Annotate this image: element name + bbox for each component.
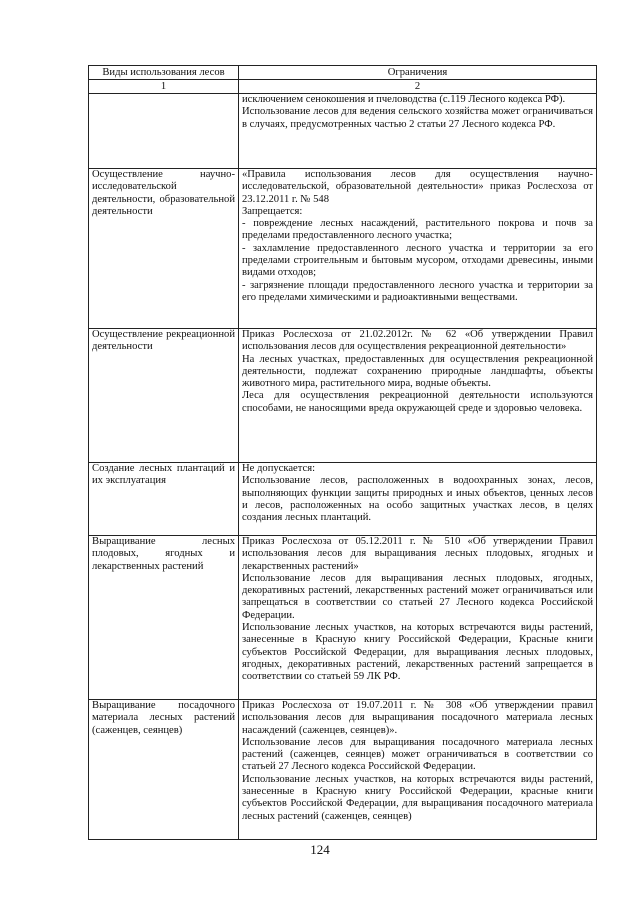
restrictions-cell xyxy=(239,463,597,536)
column-header-forest-use: Виды использования лесов xyxy=(89,66,239,80)
restriction-paragraph: Не допускается: xyxy=(242,463,316,474)
restriction-paragraph: Приказ Рослесхоза от 21.02.2012г. № 62 «Об утверждении Правил использования лесов для осуществления рекреационной деятельности» xyxy=(242,329,593,353)
forest-use-cell: Осуществление научно-исследовательской деятельности, образовательной деятельности xyxy=(89,169,239,329)
restriction-paragraph: Леса для осуществления рекреационной деятельности используются способами, не наносящими вреда окружающей среде и здоровью человека. xyxy=(242,390,593,414)
restriction-paragraph: «Правила использования лесов для осуществления научно-исследовательской, образовательной деятельности» приказ Рослесхоза от 23.12.2011 г. № 548 xyxy=(242,169,593,205)
restrictions-cell xyxy=(239,329,597,463)
page-number: 124 xyxy=(310,842,330,857)
restrictions-cell xyxy=(239,94,597,169)
table-number-row xyxy=(89,80,597,94)
table-row xyxy=(89,536,597,700)
table-header-row xyxy=(89,66,597,80)
column-number-2: 2 xyxy=(239,80,597,94)
restriction-paragraph: Использование лесных участков, на которых встречаются виды растений, занесенные в Красную книгу Российской Федерации, красные книги субъектов Российской Федерации, для выращивания посадочного материала лесных растений (саженцев, сеянцев) xyxy=(242,773,593,822)
restriction-paragraph: - повреждение лесных насаждений, растительного покрова и почв за пределами предоставленного лесного участка; xyxy=(242,218,593,242)
table-row xyxy=(89,94,597,169)
table-row xyxy=(89,329,597,463)
forest-use-restrictions-table xyxy=(88,65,597,840)
restriction-paragraph: Запрещается: xyxy=(242,205,303,217)
forest-use-cell: Осуществление рекреационной деятельности xyxy=(89,329,239,463)
restriction-paragraph: - загрязнение площади предоставленного лесного участка и территории за его пределами химическими и радиоактивными веществами. xyxy=(242,279,593,303)
restriction-paragraph: Использование лесов, расположенных в водоохранных зонах, лесов, выполняющих функции защиты природных и иных объектов, ценных лесов и лесов, расположенных на особо защитных участках лесов, в целях создания лесных плантаций. xyxy=(242,475,593,524)
forest-use-cell xyxy=(89,94,239,169)
table-row xyxy=(89,463,597,536)
restriction-paragraph: Приказ Рослесхоза от 05.12.2011 г. № 510 «Об утверждении Правил использования лесов для выращивания лесных плодовых, ягодных и лекарственных растений» xyxy=(242,536,593,572)
restriction-paragraph: Использование лесов для ведения сельского хозяйства может ограничиваться в случаях, предусмотренных частью 2 статьи 27 Лесного кодекса РФ. xyxy=(242,106,593,130)
restriction-paragraph: Приказ Рослесхоза от 19.07.2011 г. № 308 «Об утверждении правил использования лесов для выращивания посадочного материала лесных насаждений (саженцев, сеянцев)». xyxy=(242,700,593,736)
restrictions-cell xyxy=(239,169,597,329)
forest-use-cell: Создание лесных плантаций и их эксплуатация xyxy=(89,463,239,536)
table-row xyxy=(89,700,597,840)
column-number-1: 1 xyxy=(89,80,239,94)
restriction-paragraph: исключением сенокошения и пчеловодства (с.119 Лесного кодекса РФ). xyxy=(242,94,566,105)
column-header-restrictions: Ограничения xyxy=(239,66,597,80)
forest-use-cell: Выращивание лесных плодовых, ягодных и лекарственных растений xyxy=(89,536,239,700)
restriction-paragraph: Использование лесных участков, на которых встречаются виды растений, занесенные в Красную книгу Российской Федерации, Красные книги субъектов Российской Федерации, для выращивания лесных плодовых, ягодных, декоративных растений, лекарственных растений запрещается в соответствии со статьей 59 ЛК РФ. xyxy=(242,622,593,683)
restriction-paragraph: - захламление предоставленного лесного участка и территории за его пределами строительным и бытовым мусором, отходами древесины, иными видами отходов; xyxy=(242,242,593,279)
restriction-paragraph: На лесных участках, предоставленных для осуществления рекреационной деятельности, подлежат сохранению природные ландшафты, объекты животного мира, растительного мира, водные объекты. xyxy=(242,353,593,390)
forest-use-cell: Выращивание посадочного материала лесных растений (саженцев, сеянцев) xyxy=(89,700,239,840)
restrictions-cell xyxy=(239,700,597,840)
restriction-paragraph: Использование лесов для выращивания посадочного материала лесных растений (саженцев, сеянцев) может ограничиваться в соответствии со статьей 27 Лесного кодекса Российской Федерации. xyxy=(242,736,593,773)
restrictions-cell xyxy=(239,536,597,700)
table-row xyxy=(89,169,597,329)
restriction-paragraph: Использование лесов для выращивания лесных плодовых, ягодных, декоративных растений, лекарственных растений может ограничиваться или запрещаться в соответствии со статьей 27 Лесного кодекса Российской Федерации. xyxy=(242,572,593,621)
